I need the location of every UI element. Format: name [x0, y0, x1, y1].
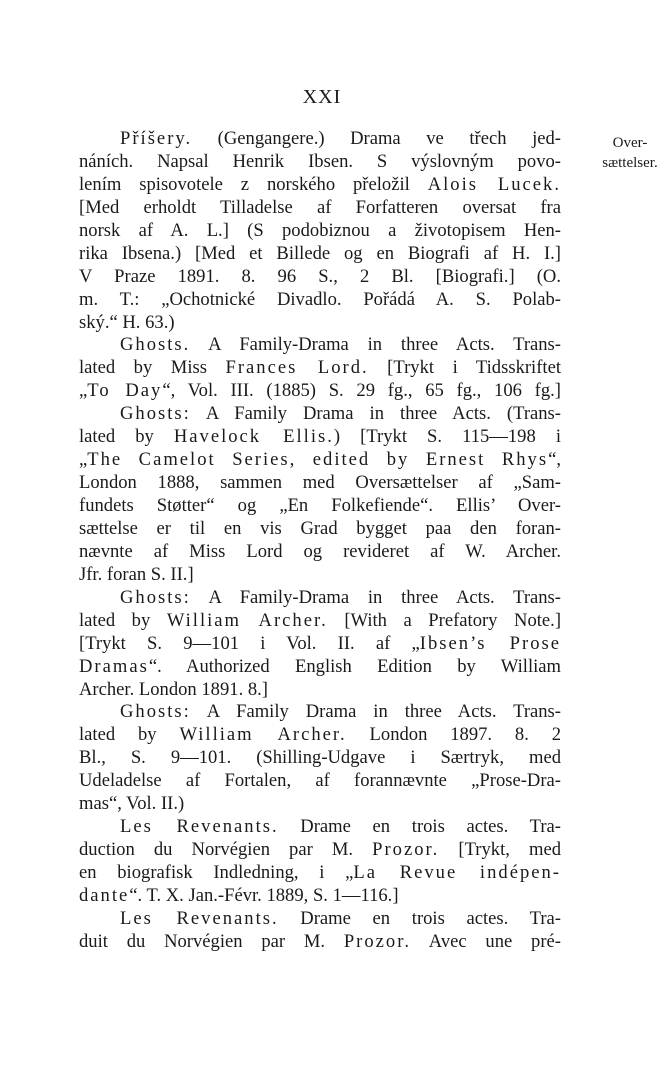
- text-line: [79, 656, 561, 679]
- text-line: [79, 747, 561, 770]
- bibliography-text: [79, 128, 561, 954]
- text-segment: [Trykt S. 9—101 i Vol. II. af „: [79, 632, 420, 654]
- text-line: [79, 724, 561, 747]
- text-line: [79, 334, 561, 357]
- text-segment: lated by Miss: [79, 357, 226, 379]
- spaced-name-text: Les Revenants.: [120, 816, 279, 838]
- text-segment: V Praze 1891. 8. 96 S., 2 Bl. [Biografi.] (O.: [79, 265, 561, 287]
- spaced-name-text: Prozor.: [372, 839, 440, 861]
- text-line: [79, 885, 561, 908]
- text-line: [79, 931, 561, 954]
- text-segment: lením spisovotele z norského přeložil: [79, 173, 428, 195]
- text-segment: norsk af A. L.] (S podobiznou a životopisem Hen-: [79, 219, 561, 241]
- text-line: [79, 770, 561, 793]
- text-segment: Avec une pré-: [411, 930, 561, 952]
- spaced-name-text: The Camelot Series, edited by Ernest Rhys: [87, 449, 549, 471]
- text-segment: A Family Drama in three Acts. (Trans-: [190, 403, 561, 425]
- text-segment: fundets Støtter“ og „En Folkefiende“. Ellis’ Over-: [79, 495, 561, 516]
- text-segment: ) [Trykt S. 115—198 i: [333, 426, 561, 448]
- spaced-name-text: To Day: [87, 380, 163, 402]
- text-segment: Drame en trois actes. Tra-: [278, 907, 561, 929]
- text-segment: duit du Norvégien par M.: [79, 930, 344, 952]
- text-line: [79, 541, 561, 564]
- text-segment: Bl., S. 9—101. (Shilling-Udgave i Særtryk, med: [79, 747, 561, 769]
- spaced-name-text: Ghosts:: [120, 403, 191, 425]
- text-segment: m. T.: „Ochotnické Divadlo. Pořádá A. S. Polab-: [79, 288, 561, 310]
- text-segment: [Trykt i Tidsskriftet: [368, 357, 561, 379]
- spaced-name-text: Příšery.: [120, 128, 193, 149]
- text-segment: en biografisk Indledning, i „: [79, 862, 354, 883]
- text-line: [79, 564, 561, 587]
- text-line: [79, 587, 561, 610]
- spaced-name-text: Havelock Ellis.: [173, 426, 334, 448]
- text-segment: (Gengangere.) Drama ve třech jed-: [192, 128, 561, 149]
- text-line: [79, 701, 561, 724]
- text-segment: lated by: [79, 426, 174, 448]
- spaced-name-text: La Revue indépen-: [353, 862, 561, 883]
- text-segment: [With a Prefatory Note.]: [327, 609, 562, 631]
- margin-note: [588, 133, 672, 173]
- text-segment: [Med erholdt Tilladelse af Forfatteren oversat fra: [79, 196, 561, 218]
- text-line: [79, 426, 561, 449]
- text-line: [79, 380, 561, 403]
- text-segment: sættelse er til en vis Grad bygget paa den foran-: [79, 517, 561, 539]
- text-segment: Jfr. foran S. II.]: [79, 563, 194, 585]
- spaced-name-text: Ghosts:: [120, 586, 191, 608]
- text-line: [79, 151, 561, 174]
- spaced-name-text: William Archer.: [179, 724, 347, 746]
- text-line: [79, 495, 561, 518]
- text-line: [79, 266, 561, 289]
- text-line: [79, 128, 561, 151]
- text-segment: Udeladelse af Fortalen, af forannævnte „Prose-Dra-: [79, 770, 561, 792]
- text-segment: mas“, Vol. II.): [79, 793, 185, 815]
- text-segment: London 1888, sammen med Oversættelser af „Sam-: [79, 472, 561, 494]
- text-line: [79, 518, 561, 541]
- text-line: [79, 610, 561, 633]
- text-segment: A Family-Drama in three Acts. Trans-: [190, 334, 561, 356]
- text-segment: London 1897. 8. 2: [346, 724, 562, 746]
- text-segment: “, Vol. III. (1885) S. 29 fg., 65 fg., 106 fg.]: [162, 380, 561, 402]
- text-segment: A Family Drama in three Acts. Trans-: [190, 701, 561, 723]
- text-line: [79, 793, 561, 816]
- spaced-name-text: Alois Lucek.: [427, 173, 561, 195]
- text-segment: Drame en trois actes. Tra-: [278, 816, 561, 838]
- text-line: [79, 839, 561, 862]
- text-line: [79, 679, 561, 702]
- text-segment: „: [79, 449, 88, 471]
- text-line: [79, 220, 561, 243]
- text-segment: duction du Norvégien par M.: [79, 839, 373, 861]
- text-segment: A Family-Drama in three Acts. Trans-: [190, 586, 561, 608]
- text-line: [79, 243, 561, 266]
- spaced-name-text: Dramas: [79, 655, 149, 677]
- text-line: [79, 289, 561, 312]
- text-line: [79, 816, 561, 839]
- text-segment: lated by: [79, 609, 167, 631]
- text-line: [79, 908, 561, 931]
- text-line: [79, 403, 561, 426]
- text-segment: “. T. X. Jan.-Févr. 1889, S. 1—116.]: [129, 884, 399, 906]
- text-segment: rika Ibsena.) [Med et Billede og en Biografi af H. I.]: [79, 242, 561, 264]
- text-line: [79, 472, 561, 495]
- text-segment: „: [79, 380, 88, 402]
- text-line: [79, 174, 561, 197]
- spaced-name-text: Prozor.: [343, 930, 412, 952]
- text-segment: “,: [548, 449, 561, 471]
- margin-note-line: sættelser.: [602, 155, 658, 171]
- text-segment: “. Authorized English Edition by William: [148, 655, 561, 677]
- text-line: [79, 357, 561, 380]
- text-segment: nævnte af Miss Lord og revideret af W. Archer.: [79, 540, 561, 562]
- text-segment: Archer. London 1891. 8.]: [79, 678, 268, 700]
- spaced-name-text: Ghosts:: [120, 701, 191, 723]
- text-segment: lated by: [79, 724, 180, 746]
- margin-note-line: Over-: [612, 135, 648, 151]
- spaced-name-text: dante: [79, 884, 130, 906]
- spaced-name-text: Ibsen’s Prose: [419, 632, 562, 654]
- spaced-name-text: William Archer.: [166, 609, 328, 631]
- text-line: [79, 633, 561, 656]
- text-line: [79, 862, 561, 885]
- spaced-name-text: Frances Lord.: [225, 357, 369, 379]
- text-line: [79, 197, 561, 220]
- text-segment: náních. Napsal Henrik Ibsen. S výslovným povo-: [79, 150, 561, 172]
- text-segment: ský.“ H. 63.): [79, 311, 175, 333]
- page-number: XXI: [302, 86, 342, 108]
- text-line: [79, 449, 561, 472]
- spaced-name-text: Ghosts.: [120, 334, 191, 356]
- text-line: [79, 312, 561, 335]
- text-segment: [Trykt, med: [439, 839, 561, 861]
- spaced-name-text: Les Revenants.: [120, 907, 279, 929]
